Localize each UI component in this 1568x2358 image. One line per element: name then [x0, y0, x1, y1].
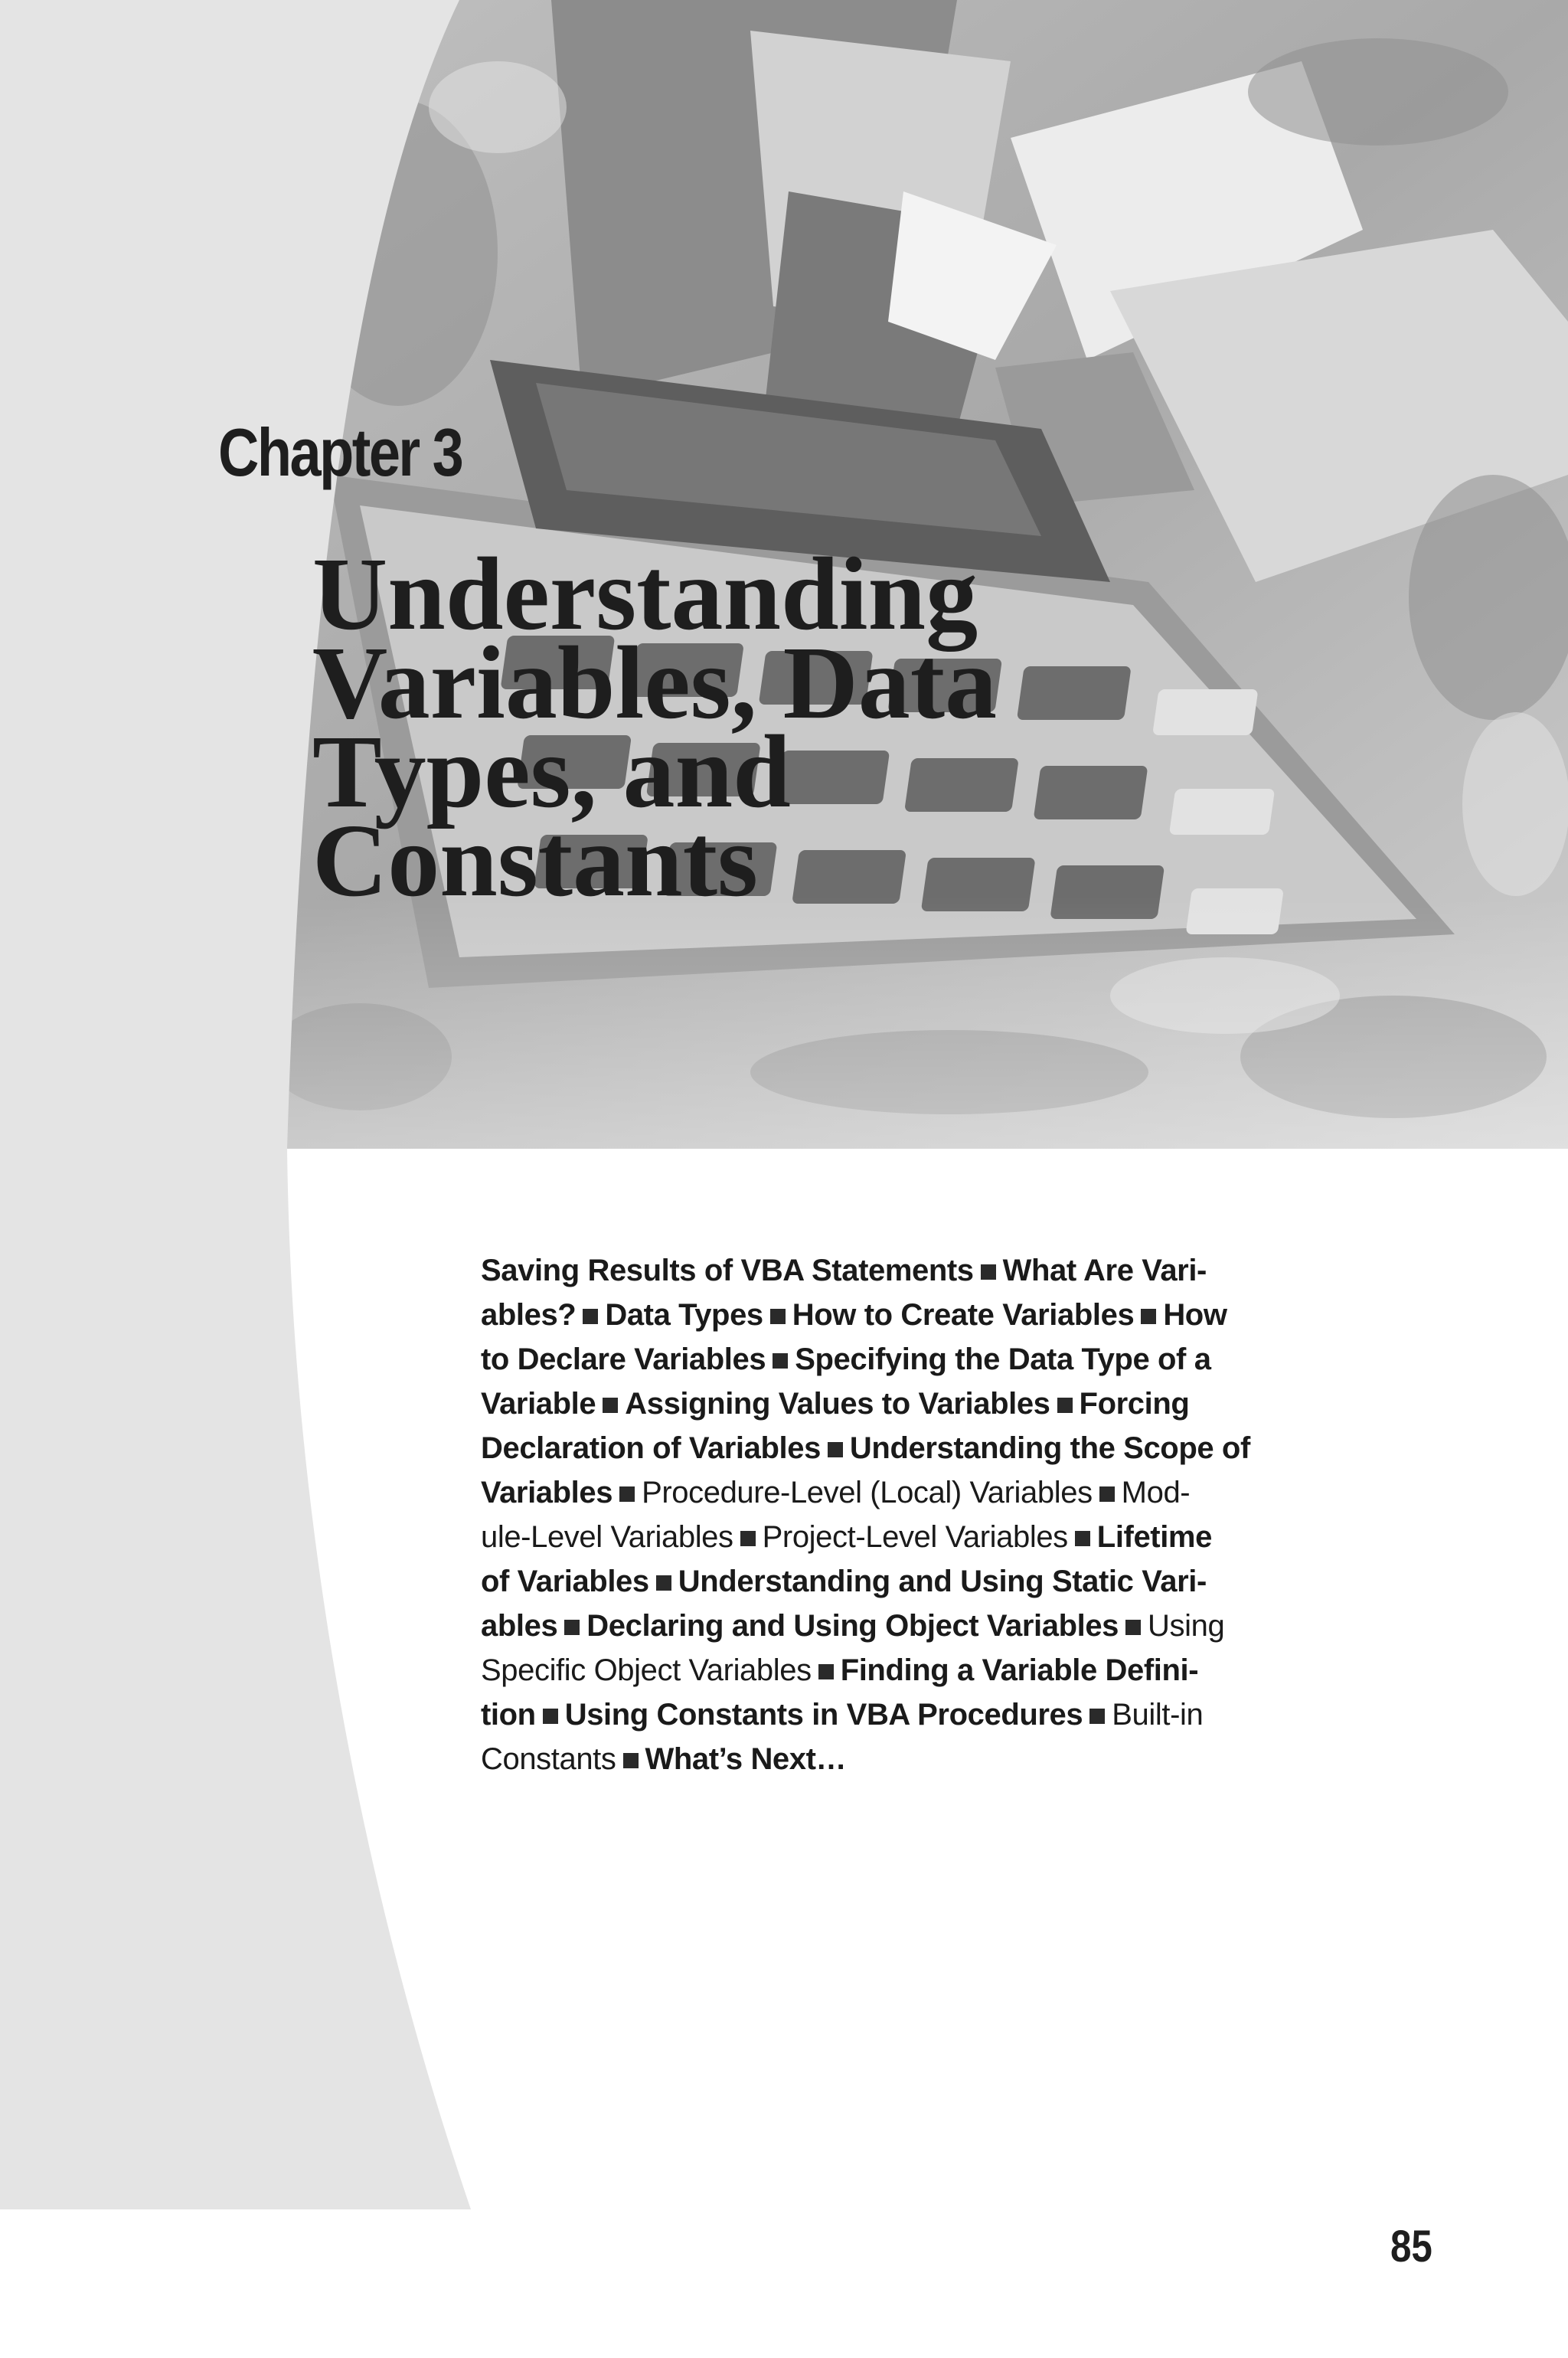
- topic-line: [481, 1515, 1292, 1559]
- chapter-title-line: Types, and: [312, 715, 791, 829]
- square-bullet-icon: [773, 1353, 788, 1369]
- square-bullet-icon: [1075, 1531, 1090, 1546]
- topic-line: [481, 1470, 1292, 1515]
- topic-line: [481, 1426, 1292, 1470]
- topic-line: [481, 1248, 1292, 1293]
- chapter-label: Chapter 3: [218, 414, 462, 490]
- square-bullet-icon: [583, 1309, 598, 1324]
- topic-line: [481, 1337, 1292, 1382]
- topic-text: Specific Object Variables: [481, 1653, 812, 1687]
- topic-text: Declaring and Using Object Variables: [586, 1609, 1119, 1643]
- topic-text: ables?: [481, 1298, 577, 1332]
- square-bullet-icon: [981, 1264, 996, 1280]
- square-bullet-icon: [828, 1442, 843, 1457]
- topic-text: Using: [1148, 1609, 1225, 1643]
- topic-text: Data Types: [605, 1298, 763, 1332]
- square-bullet-icon: [564, 1620, 580, 1635]
- chapter-title-line: Variables, Data: [312, 626, 998, 741]
- square-bullet-icon: [1057, 1398, 1073, 1413]
- topic-text: Mod-: [1121, 1476, 1191, 1509]
- topic-text: Understanding the Scope of: [849, 1431, 1250, 1465]
- topic-text: Understanding and Using Static Vari-: [678, 1565, 1207, 1598]
- topic-text: Project-Level Variables: [762, 1520, 1068, 1554]
- chapter-title-line: Constants: [312, 803, 758, 918]
- chapter-title-line: Understanding: [312, 537, 978, 652]
- topic-text: How to Create Variables: [792, 1298, 1135, 1332]
- square-bullet-icon: [1125, 1620, 1141, 1635]
- square-bullet-icon: [623, 1753, 639, 1768]
- topic-text: Declaration of Variables: [481, 1431, 821, 1465]
- square-bullet-icon: [1089, 1709, 1105, 1724]
- topic-text: of Variables: [481, 1565, 649, 1598]
- topic-line: [481, 1692, 1292, 1737]
- page-number: 85: [1390, 2222, 1432, 2271]
- topic-text: Assigning Values to Variables: [625, 1387, 1050, 1421]
- topic-line: [481, 1559, 1292, 1604]
- topic-text: Built-in: [1112, 1698, 1204, 1732]
- topic-text: Variables: [481, 1476, 613, 1509]
- square-bullet-icon: [770, 1309, 786, 1324]
- square-bullet-icon: [818, 1664, 834, 1679]
- chapter-topics: [481, 1248, 1292, 1781]
- topic-text: What Are Vari-: [1002, 1254, 1207, 1287]
- topic-text: tion: [481, 1698, 536, 1732]
- chapter-title: [312, 537, 998, 918]
- topic-line: [481, 1648, 1292, 1692]
- square-bullet-icon: [656, 1575, 671, 1591]
- topic-line: [481, 1382, 1292, 1426]
- topic-line: [481, 1604, 1292, 1648]
- topic-text: What’s Next…: [645, 1742, 847, 1776]
- square-bullet-icon: [740, 1531, 756, 1546]
- topic-text: How: [1163, 1298, 1227, 1332]
- topic-text: to Declare Variables: [481, 1343, 766, 1376]
- topic-line: [481, 1293, 1292, 1337]
- square-bullet-icon: [543, 1709, 558, 1724]
- topic-text: Variable: [481, 1387, 596, 1421]
- topic-text: Lifetime: [1096, 1520, 1212, 1554]
- topic-text: Forcing: [1079, 1387, 1190, 1421]
- topic-text: Constants: [481, 1742, 616, 1776]
- topic-text: ule-Level Variables: [481, 1520, 733, 1554]
- square-bullet-icon: [619, 1486, 635, 1502]
- topic-text: Using Constants in VBA Procedures: [564, 1698, 1083, 1732]
- square-bullet-icon: [603, 1398, 618, 1413]
- topic-text: Procedure-Level (Local) Variables: [642, 1476, 1093, 1509]
- topic-text: ables: [481, 1609, 558, 1643]
- topic-text: Saving Results of VBA Statements: [481, 1254, 974, 1287]
- topic-line: [481, 1737, 1292, 1781]
- topic-text: Specifying the Data Type of a: [795, 1343, 1211, 1376]
- topic-text: Finding a Variable Defini-: [840, 1653, 1199, 1687]
- square-bullet-icon: [1099, 1486, 1115, 1502]
- square-bullet-icon: [1141, 1309, 1156, 1324]
